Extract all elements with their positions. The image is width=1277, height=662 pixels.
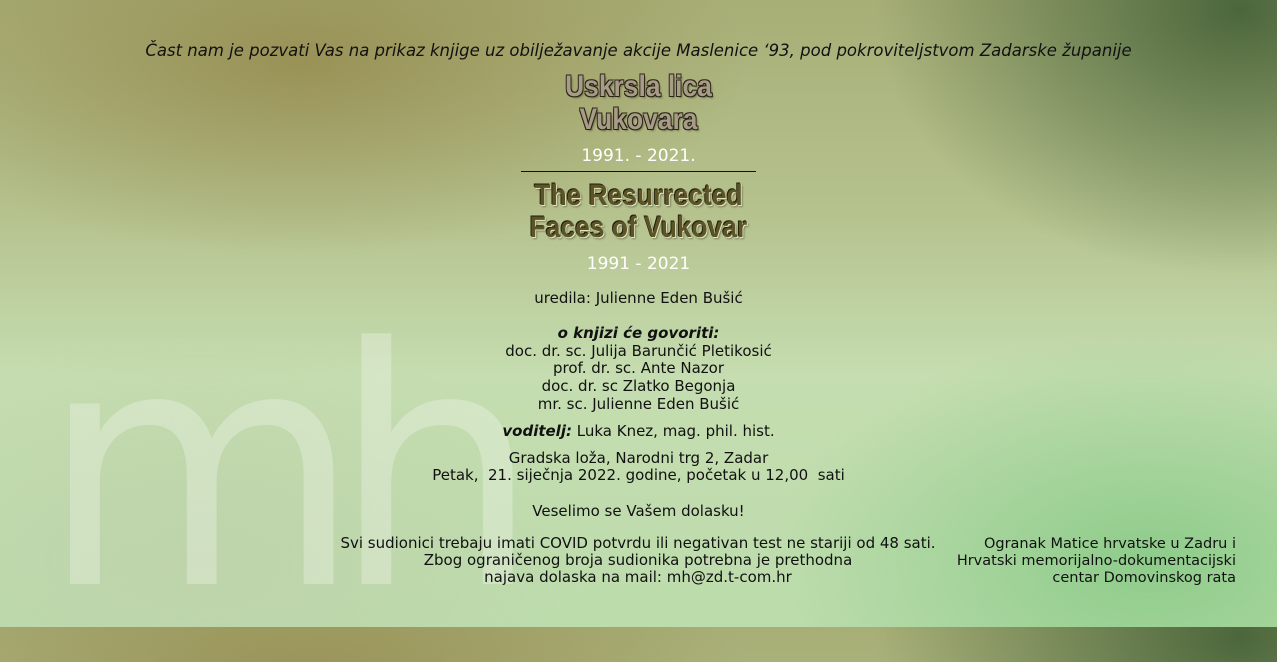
mh-logo-watermark: mh [40, 278, 511, 662]
speaker-2: prof. dr. sc. Ante Nazor [553, 359, 724, 377]
speaker-1: doc. dr. sc. Julija Barunčić Pletikosić [505, 342, 772, 360]
speaker-3: doc. dr. sc Zlatko Begonja [541, 377, 736, 395]
speakers-heading: o knjizi će govoriti: [557, 324, 720, 342]
notice-line3: najava dolaska na mail: mh@zd.t-com.hr [484, 568, 792, 586]
editor-line: uredila: Julienne Eden Bušić [534, 289, 743, 307]
title-divider [521, 171, 756, 172]
moderator-label: voditelj: [502, 422, 572, 440]
event-datetime: Petak, 21. siječnja 2022. godine, početak u 12,00 sati [432, 466, 845, 484]
title-en-line1: The Resurrected [534, 179, 743, 212]
moderator-line [0, 422, 1277, 440]
invitation-intro: Čast nam je pozvati Vas na prikaz knjige uz obilježavanje akcije Maslenice ‘93, pod pokroviteljstvom Zadarske županije [145, 41, 1132, 60]
welcome-text: Veselimo se Vašem dolasku! [532, 502, 745, 520]
speaker-4: mr. sc. Julienne Eden Bušić [537, 395, 740, 413]
organizer-line3: centar Domovinskog rata [1052, 570, 1236, 586]
years-hr: 1991. - 2021. [581, 146, 696, 166]
title-en-line2: Faces of Vukovar [529, 211, 748, 244]
notice-line1: Svi sudionici trebaju imati COVID potvrdu ili negativan test ne stariji od 48 sati. [340, 534, 936, 552]
title-hr-line2: Vukovara [579, 103, 698, 136]
notice-line2: Zbog ograničenog broja sudionika potrebna je prethodna [423, 551, 853, 569]
organizer-line2: Hrvatski memorijalno-dokumentacijski [956, 553, 1236, 569]
years-en: 1991 - 2021 [586, 254, 691, 274]
organizer-line1: Ogranak Matice hrvatske u Zadru i [983, 536, 1236, 552]
moderator-name: Luka Knez, mag. phil. hist. [576, 422, 775, 440]
organizers-block [916, 536, 1236, 587]
title-hr-line1: Uskrsla lica [565, 70, 712, 103]
event-venue: Gradska loža, Narodni trg 2, Zadar [508, 449, 769, 467]
